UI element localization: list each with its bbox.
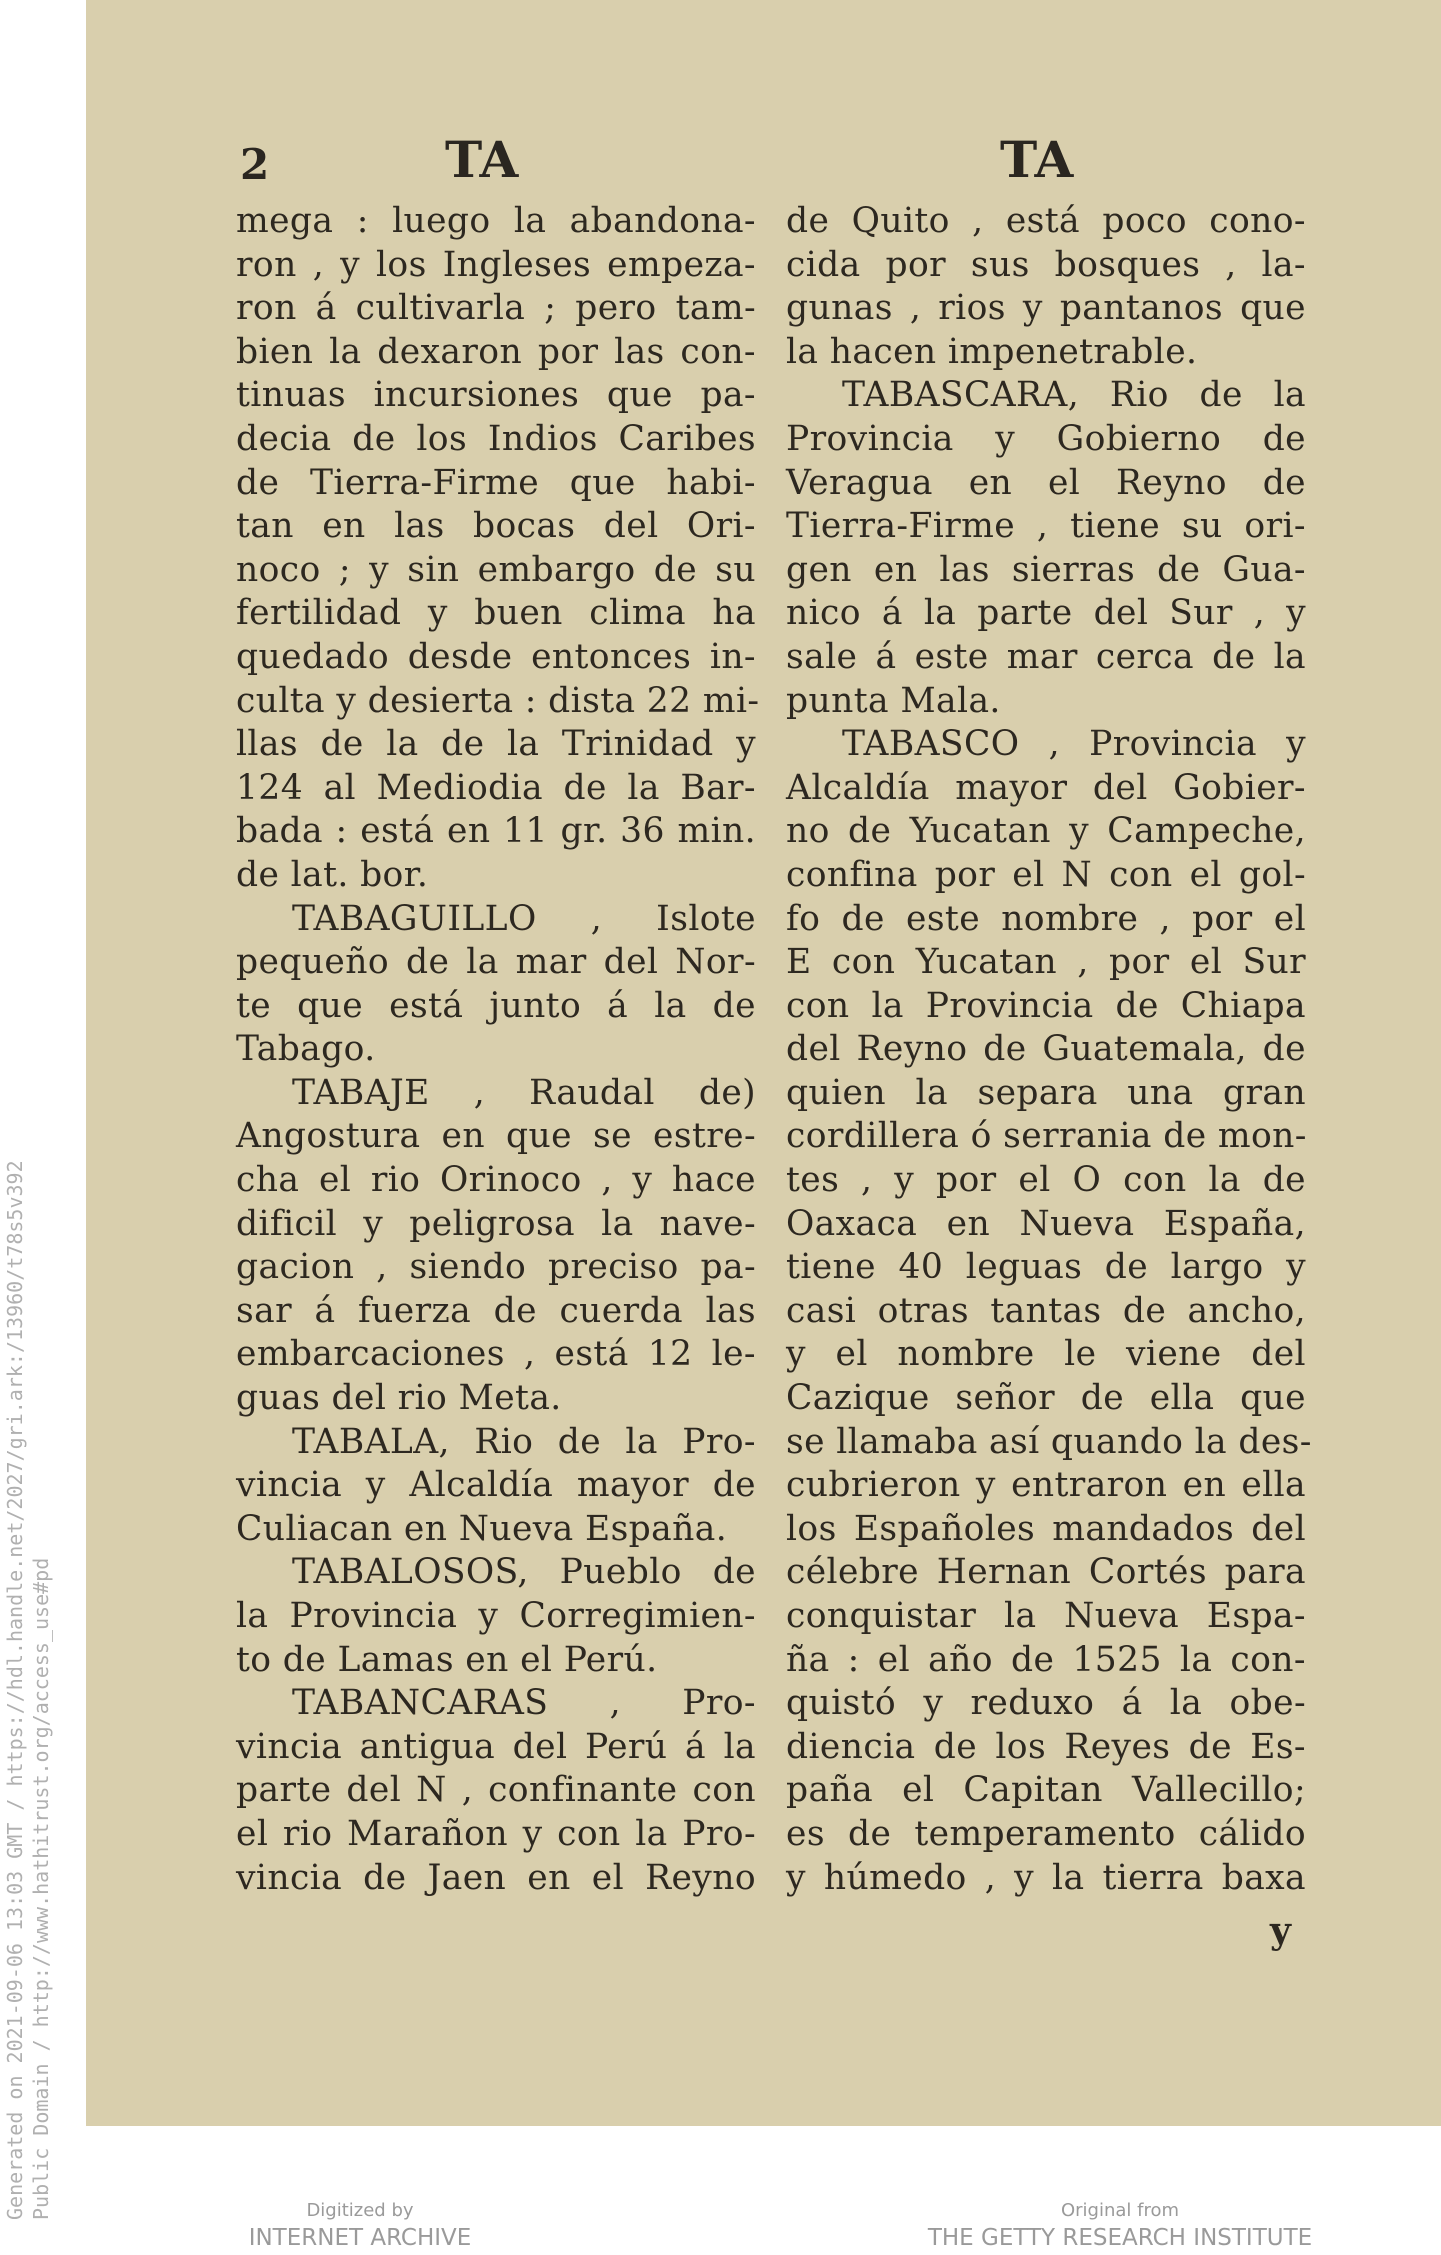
page-number: 2 (240, 140, 270, 189)
text-line: 124 al Mediodia de la Bar- (236, 767, 756, 808)
text-line: quistó y reduxo á la obe- (786, 1683, 1306, 1724)
text-line: fertilidad y buen clima ha (236, 593, 756, 634)
text-line: gacion , siendo preciso pa- (236, 1247, 756, 1288)
right-text-column (786, 200, 1312, 1900)
text-line: Angostura en que se estre- (236, 1116, 756, 1157)
text-line: tan en las bocas del Ori- (236, 506, 756, 547)
right-running-head: TA (1000, 130, 1074, 189)
text-line: bada : está en 11 gr. 36 min. (236, 811, 756, 852)
text-line: cubrieron y entraron en ella (786, 1465, 1306, 1506)
text-line: te que está junto á la de (236, 985, 756, 1026)
text-line: de lat. bor. (236, 854, 429, 895)
text-line: tes , y por el O con la de (786, 1160, 1306, 1201)
text-line: la Provincia y Corregimien- (236, 1596, 756, 1636)
text-line: ron , y los Ingleses empeza- (236, 244, 756, 285)
left-running-head: TA (445, 130, 519, 189)
text-line: TABAGUILLO , Islote (292, 898, 756, 939)
text-line: pequeño de la mar del Nor- (236, 942, 756, 983)
text-line: noco ; y sin embargo de su (236, 549, 756, 590)
text-line: E con Yucatan , por el Sur (786, 942, 1306, 983)
text-line: punta Mala. (786, 680, 1001, 721)
text-line: vincia y Alcaldía mayor de (236, 1465, 756, 1506)
text-line: sale á este mar cerca de la (786, 636, 1306, 677)
text-line: paña el Capitan Vallecillo; (786, 1770, 1306, 1811)
text-line: culta y desierta : dista 22 mi- (236, 680, 760, 721)
text-line: Cazique señor de ella que (786, 1378, 1306, 1419)
text-line: es de temperamento cálido (786, 1813, 1306, 1854)
text-line: y el nombre le viene del (786, 1334, 1306, 1375)
text-line: de Quito , está poco cono- (786, 201, 1306, 241)
text-line: ña : el año de 1525 la con- (786, 1639, 1306, 1680)
text-line: TABASCO , Provincia y (842, 724, 1306, 765)
text-line: dificil y peligrosa la nave- (236, 1203, 756, 1244)
text-line: TABAJE , Raudal de) (292, 1072, 756, 1113)
text-line: TABALOSOS, Pueblo de (292, 1552, 756, 1593)
text-line: Tabago. (236, 1029, 376, 1070)
footer-getty: THE GETTY RESEARCH INSTITUTE (927, 2225, 1313, 2251)
text-line: llas de la de la Trinidad y (236, 724, 756, 765)
stamp-line-license: Public Domain / http://www.hathitrust.org/access_use#pd (29, 1557, 53, 2220)
text-line: Alcaldía mayor del Gobier- (786, 767, 1306, 808)
text-line: no de Yucatan y Campeche, (786, 811, 1306, 852)
stamp-line-generated: Generated on 2021-09-06 13:03 GMT / https://hdl.handle.net/2027/gri.ark:/13960/t78s5v392 (3, 1160, 27, 2220)
text-line: sar á fuerza de cuerda las (236, 1290, 756, 1331)
text-line: tinuas incursiones que pa- (236, 375, 756, 416)
text-line: decia de los Indios Caribes (236, 418, 756, 459)
text-line: embarcaciones , está 12 le- (236, 1334, 756, 1375)
text-line: TABASCARA, Rio de la (842, 375, 1306, 416)
text-line: tiene 40 leguas de largo y (786, 1247, 1306, 1288)
text-line: célebre Hernan Cortés para (786, 1552, 1306, 1593)
text-line: cordillera ó serrania de mon- (786, 1116, 1307, 1157)
text-line: cha el rio Orinoco , y hace (236, 1160, 756, 1201)
text-line: Veragua en el Reyno de (786, 462, 1306, 503)
text-line: quedado desde entonces in- (236, 636, 756, 677)
text-line: quien la separa una gran (786, 1072, 1306, 1113)
text-line: ron á cultivarla ; pero tam- (236, 288, 756, 329)
text-line: y húmedo , y la tierra baxa (786, 1857, 1306, 1898)
text-line: TABANCARAS , Pro- (292, 1683, 756, 1724)
text-line: vincia antigua del Perú á la (236, 1726, 756, 1767)
text-line: nico á la parte del Sur , y (786, 593, 1306, 634)
text-line: del Reyno de Guatemala, de (786, 1029, 1306, 1070)
text-line: confina por el N con el gol- (786, 854, 1306, 895)
text-line: gen en las sierras de Gua- (786, 549, 1306, 590)
catchword: y (1270, 1910, 1291, 1952)
text-line: fo de este nombre , por el (786, 898, 1306, 939)
footer-internet-archive: INTERNET ARCHIVE (248, 2225, 472, 2251)
text-line: se llamaba así quando la des- (786, 1421, 1312, 1462)
text-line: los Españoles mandados del (786, 1508, 1306, 1549)
footer-digitized-by: Digitized by (306, 2200, 414, 2221)
footer-original-from: Original from (1060, 2200, 1180, 2221)
text-line: parte del N , confinante con (236, 1770, 756, 1811)
footer-original (860, 2200, 1380, 2251)
text-line: mega : luego la abandona- (236, 201, 756, 241)
footer-digitized (230, 2200, 490, 2251)
text-line: vincia de Jaen en el Reyno (236, 1857, 756, 1898)
text-line: casi otras tantas de ancho, (786, 1290, 1306, 1331)
left-text-column (236, 200, 760, 1900)
text-line: Oaxaca en Nueva España, (786, 1203, 1306, 1244)
text-line: con la Provincia de Chiapa (786, 985, 1306, 1026)
text-line: Provincia y Gobierno de (786, 418, 1306, 459)
text-line: cida por sus bosques , la- (786, 244, 1306, 285)
text-line: to de Lamas en el Perú. (236, 1639, 658, 1680)
text-line: el rio Marañon y con la Pro- (236, 1813, 756, 1854)
text-line: conquistar la Nueva Espa- (786, 1596, 1306, 1636)
hathitrust-stamp (2, 1160, 54, 2220)
text-line: Culiacan en Nueva España. (236, 1508, 728, 1549)
text-line: TABALA, Rio de la Pro- (292, 1421, 756, 1462)
text-line: guas del rio Meta. (236, 1378, 562, 1419)
text-line: gunas , rios y pantanos que (786, 288, 1306, 329)
text-line: bien la dexaron por las con- (236, 331, 756, 372)
text-line: la hacen impenetrable. (786, 331, 1198, 372)
text-line: diencia de los Reyes de Es- (786, 1726, 1306, 1767)
text-line: de Tierra-Firme que habi- (236, 462, 756, 503)
text-line: Tierra-Firme , tiene su ori- (786, 506, 1306, 547)
